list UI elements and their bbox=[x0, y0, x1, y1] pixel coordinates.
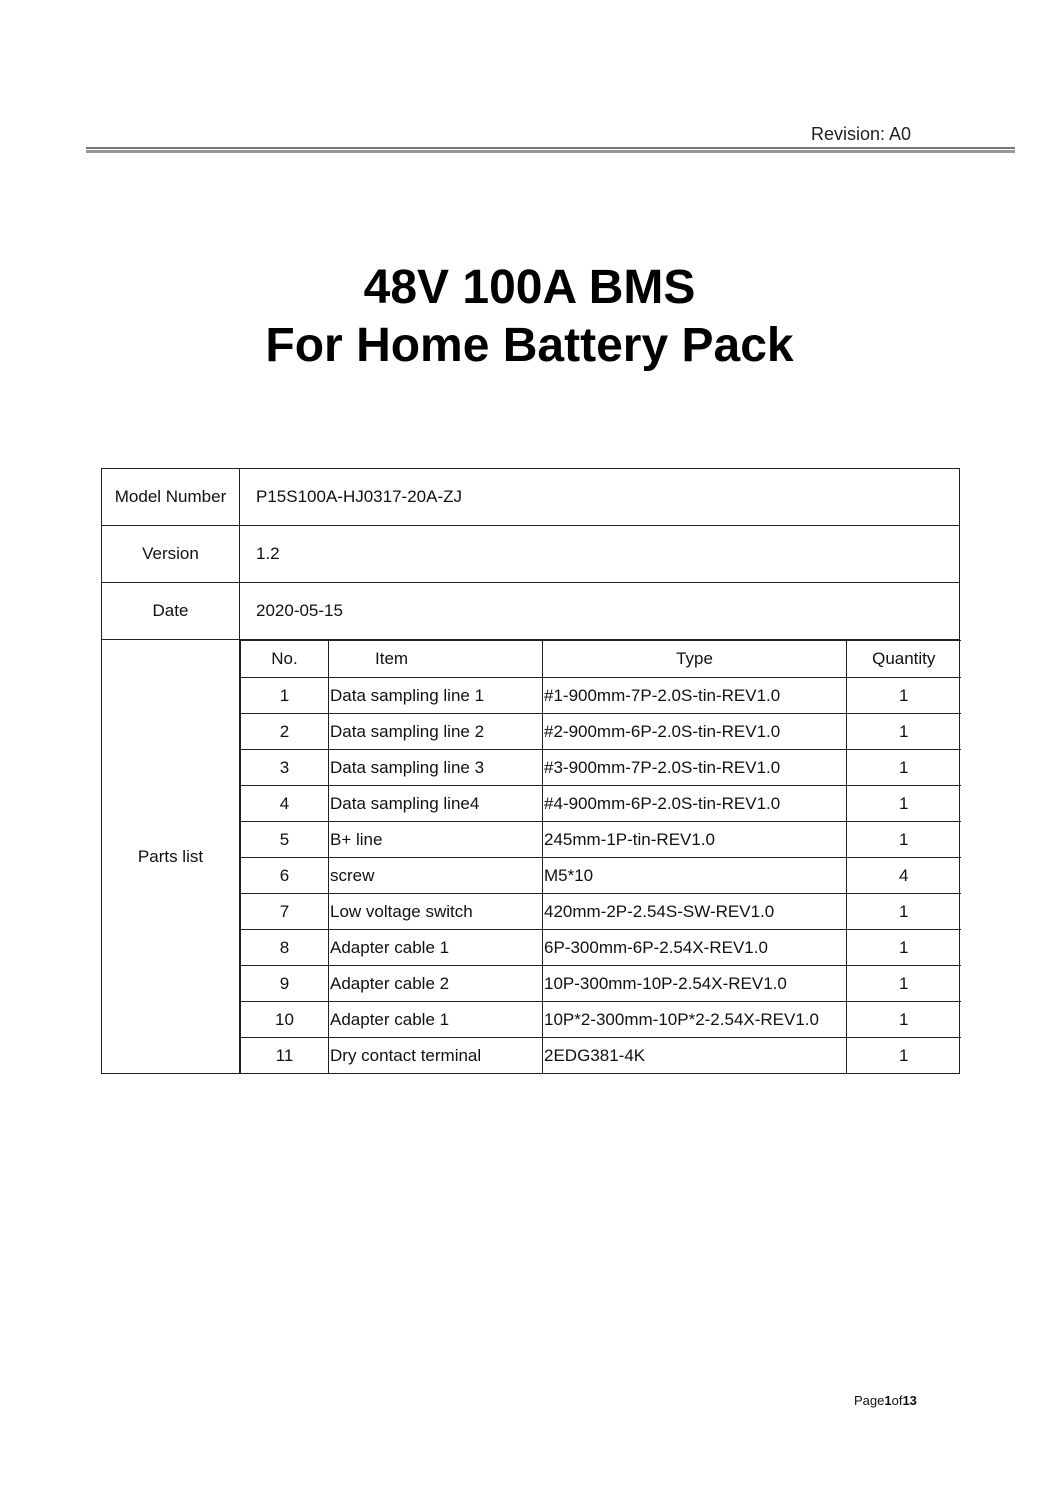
row-type: #2-900mm-6P-2.0S-tin-REV1.0 bbox=[543, 714, 847, 750]
table-row bbox=[241, 1038, 961, 1074]
row-no: 8 bbox=[241, 930, 329, 966]
row-item: Data sampling line 1 bbox=[329, 678, 543, 714]
parts-header-row bbox=[241, 641, 961, 678]
row-quantity: 1 bbox=[847, 750, 961, 786]
table-row bbox=[241, 786, 961, 822]
row-item: Adapter cable 1 bbox=[329, 1002, 543, 1038]
row-no: 7 bbox=[241, 894, 329, 930]
page-word: Page bbox=[854, 1393, 885, 1408]
date-label: Date bbox=[102, 583, 240, 640]
version-label: Version bbox=[102, 526, 240, 583]
row-quantity: 1 bbox=[847, 930, 961, 966]
row-item: Adapter cable 1 bbox=[329, 930, 543, 966]
row-type: 10P-300mm-10P-2.54X-REV1.0 bbox=[543, 966, 847, 1002]
row-item: B+ line bbox=[329, 822, 543, 858]
date-row bbox=[102, 583, 960, 640]
parts-row bbox=[102, 640, 960, 1074]
row-no: 6 bbox=[241, 858, 329, 894]
document-title: 48V 100A BMS bbox=[363, 261, 696, 314]
row-type: #4-900mm-6P-2.0S-tin-REV1.0 bbox=[543, 786, 847, 822]
page-total: 13 bbox=[902, 1393, 917, 1408]
row-quantity: 1 bbox=[847, 678, 961, 714]
model-value: P15S100A-HJ0317-20A-ZJ bbox=[240, 469, 960, 526]
model-label: Model Number bbox=[102, 469, 240, 526]
page-number bbox=[854, 1393, 917, 1408]
table-row bbox=[241, 750, 961, 786]
header-rule-shadow bbox=[86, 150, 1015, 153]
row-type: 420mm-2P-2.54S-SW-REV1.0 bbox=[543, 894, 847, 930]
of-word: of bbox=[891, 1393, 903, 1408]
row-no: 10 bbox=[241, 1002, 329, 1038]
table-row bbox=[241, 1002, 961, 1038]
document-subtitle: For Home Battery Pack bbox=[265, 319, 794, 372]
row-quantity: 1 bbox=[847, 822, 961, 858]
table-row bbox=[241, 930, 961, 966]
table-row bbox=[241, 714, 961, 750]
table-row bbox=[241, 966, 961, 1002]
row-item: Data sampling line 2 bbox=[329, 714, 543, 750]
row-no: 5 bbox=[241, 822, 329, 858]
row-type: 2EDG381-4K bbox=[543, 1038, 847, 1074]
row-item: screw bbox=[329, 858, 543, 894]
row-quantity: 1 bbox=[847, 1002, 961, 1038]
row-quantity: 4 bbox=[847, 858, 961, 894]
version-row bbox=[102, 526, 960, 583]
table-row bbox=[241, 822, 961, 858]
header-rule bbox=[86, 147, 1015, 149]
row-quantity: 1 bbox=[847, 894, 961, 930]
table-row bbox=[241, 858, 961, 894]
row-no: 3 bbox=[241, 750, 329, 786]
header-quantity: Quantity bbox=[847, 641, 961, 678]
table-row bbox=[241, 894, 961, 930]
row-quantity: 1 bbox=[847, 786, 961, 822]
header-type: Type bbox=[543, 641, 847, 678]
row-quantity: 1 bbox=[847, 1038, 961, 1074]
row-no: 2 bbox=[241, 714, 329, 750]
date-value: 2020-05-15 bbox=[240, 583, 960, 640]
row-type: M5*10 bbox=[543, 858, 847, 894]
row-no: 9 bbox=[241, 966, 329, 1002]
row-item: Data sampling line 3 bbox=[329, 750, 543, 786]
row-type: 10P*2-300mm-10P*2-2.54X-REV1.0 bbox=[543, 1002, 847, 1038]
row-no: 4 bbox=[241, 786, 329, 822]
table-row bbox=[241, 678, 961, 714]
row-item: Dry contact terminal bbox=[329, 1038, 543, 1074]
header-no: No. bbox=[241, 641, 329, 678]
parts-table bbox=[240, 640, 961, 1073]
spec-table bbox=[101, 468, 960, 1074]
row-no: 1 bbox=[241, 678, 329, 714]
row-no: 11 bbox=[241, 1038, 329, 1074]
row-type: #1-900mm-7P-2.0S-tin-REV1.0 bbox=[543, 678, 847, 714]
row-item: Data sampling line4 bbox=[329, 786, 543, 822]
page-current: 1 bbox=[884, 1393, 892, 1408]
revision-label: Revision: A0 bbox=[811, 124, 912, 144]
row-type: 6P-300mm-6P-2.54X-REV1.0 bbox=[543, 930, 847, 966]
version-value: 1.2 bbox=[240, 526, 960, 583]
row-quantity: 1 bbox=[847, 966, 961, 1002]
row-quantity: 1 bbox=[847, 714, 961, 750]
parts-label: Parts list bbox=[102, 640, 240, 1074]
row-type: 245mm-1P-tin-REV1.0 bbox=[543, 822, 847, 858]
row-item: Adapter cable 2 bbox=[329, 966, 543, 1002]
parts-cell bbox=[240, 640, 960, 1074]
model-row bbox=[102, 469, 960, 526]
row-item: Low voltage switch bbox=[329, 894, 543, 930]
header-item: Item bbox=[329, 641, 543, 678]
row-type: #3-900mm-7P-2.0S-tin-REV1.0 bbox=[543, 750, 847, 786]
